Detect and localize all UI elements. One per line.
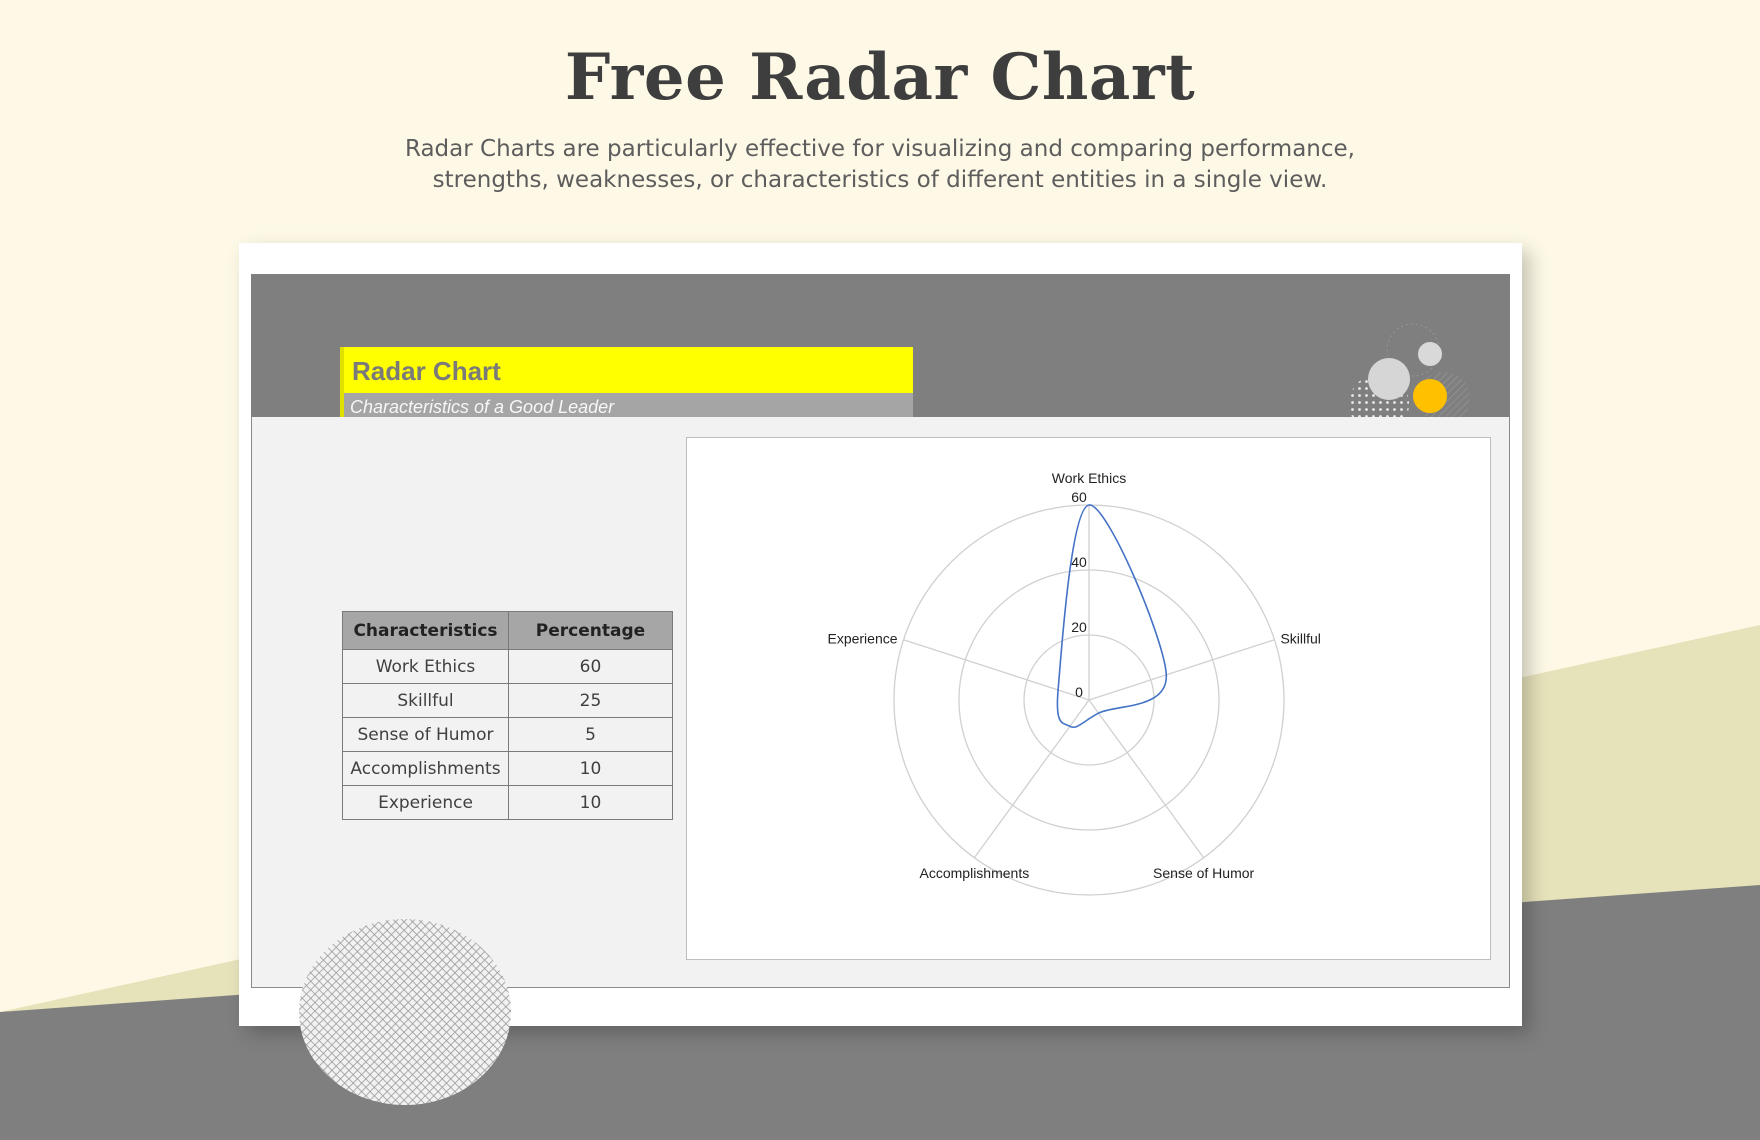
- radar-spoke: [1089, 700, 1204, 858]
- radar-category-label: Skillful: [1280, 630, 1321, 647]
- radar-tick-label: 20: [1071, 619, 1087, 635]
- table-header-row: [343, 612, 673, 650]
- table-cell[interactable]: 25: [509, 684, 673, 718]
- page-subtitle-line-1: Radar Charts are particularly effective for visualizing and comparing performance,: [404, 136, 1355, 162]
- table-row: [343, 684, 673, 718]
- radar-spoke: [974, 700, 1089, 858]
- decorative-hatch-circle-icon: [298, 917, 513, 1107]
- table-cell[interactable]: 5: [509, 718, 673, 752]
- table-row: [343, 650, 673, 684]
- column-header-percentage[interactable]: Percentage: [509, 612, 673, 650]
- radar-category-label: Work Ethics: [1051, 470, 1127, 486]
- table-row: [343, 752, 673, 786]
- table-cell[interactable]: Sense of Humor: [343, 718, 509, 752]
- radar-tick-label: 0: [1075, 684, 1083, 700]
- radar-chart-area[interactable]: [686, 437, 1491, 960]
- table-cell[interactable]: 10: [509, 752, 673, 786]
- table-cell[interactable]: 60: [509, 650, 673, 684]
- page-title: Free Radar Chart: [564, 40, 1196, 115]
- sheet-subtitle: Characteristics of a Good Leader: [350, 397, 615, 417]
- table-cell[interactable]: 10: [509, 786, 673, 820]
- radar-tick-label: 40: [1071, 554, 1087, 570]
- table-cell[interactable]: Experience: [343, 786, 509, 820]
- data-table: [342, 611, 673, 820]
- table-row: [343, 718, 673, 752]
- table-cell[interactable]: Work Ethics: [343, 650, 509, 684]
- radar-category-label: Experience: [827, 630, 898, 647]
- table-cell[interactable]: Skillful: [343, 684, 509, 718]
- table-row: [343, 786, 673, 820]
- page-subtitle-line-2: strengths, weaknesses, or characteristics of different entities in a single view.: [432, 167, 1328, 193]
- sheet-title: Radar Chart: [352, 356, 501, 386]
- column-header-characteristics[interactable]: Characteristics: [343, 612, 509, 650]
- header-band: [251, 274, 1510, 417]
- radar-spoke: [1089, 640, 1274, 700]
- radar-series-line: [1057, 505, 1166, 727]
- radar-tick-label: 60: [1071, 489, 1087, 505]
- radar-category-label: Accomplishments: [919, 864, 1030, 881]
- page-subtitle: [380, 134, 1380, 196]
- radar-chart: [687, 438, 1490, 959]
- sheet-title-block: [340, 347, 913, 393]
- radar-category-label: Sense of Humor: [1153, 864, 1255, 881]
- table-cell[interactable]: Accomplishments: [343, 752, 509, 786]
